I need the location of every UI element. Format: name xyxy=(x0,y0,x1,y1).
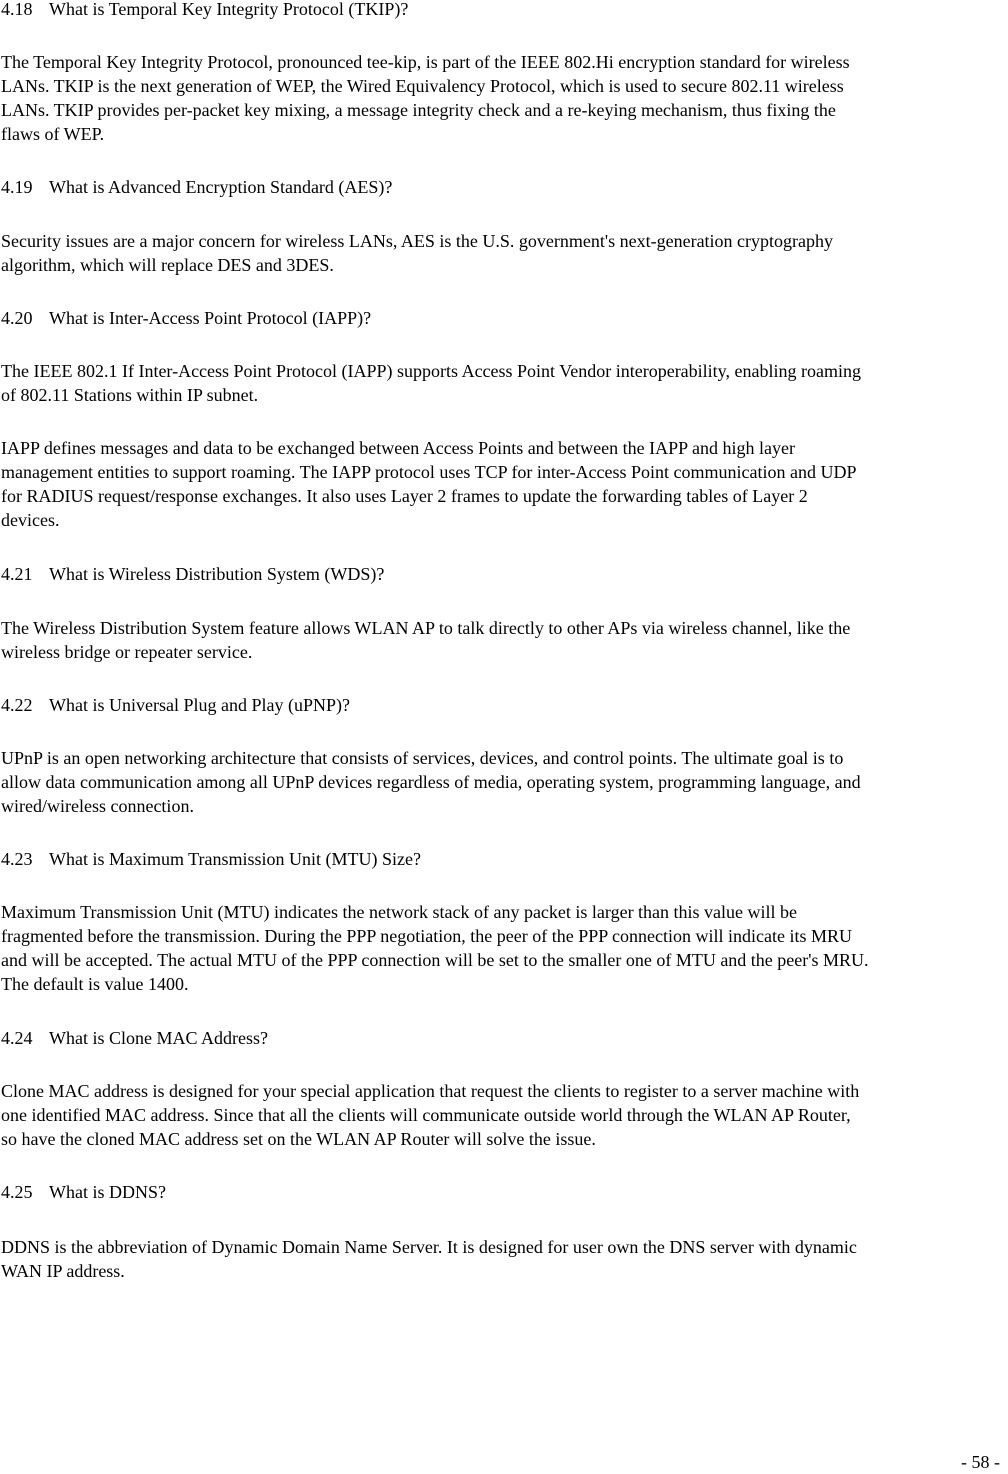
section-title: What is Advanced Encryption Standard (AES)? xyxy=(49,177,393,197)
text-line: The Temporal Key Integrity Protocol, pronounced tee-kip, is part of the IEEE 802.Hi encryption standard for wireless xyxy=(1,52,850,72)
text-line: Clone MAC address is designed for your special application that request the clients to register to a server machine with xyxy=(1,1081,860,1101)
section-heading-4-22 xyxy=(1,693,350,717)
section-number: 4.19 xyxy=(1,177,33,197)
text-line: IAPP defines messages and data to be exchanged between Access Points and between the IAPP and high layer xyxy=(1,438,795,458)
text-line: Security issues are a major concern for wireless LANs, AES is the U.S. government's next-generation cryptography xyxy=(1,231,834,251)
section-heading-4-20 xyxy=(1,306,371,330)
text-line: The Wireless Distribution System feature allows WLAN AP to talk directly to other APs via wireless channel, like the xyxy=(1,618,851,638)
section-title: What is Maximum Transmission Unit (MTU) Size? xyxy=(49,849,421,869)
section-heading-4-25 xyxy=(1,1180,166,1204)
paragraph-iapp-intro xyxy=(1,359,1001,407)
paragraph-iapp-details xyxy=(1,436,1001,532)
text-line: for RADIUS request/response exchanges. It also uses Layer 2 frames to update the forwarding tables of Layer 2 xyxy=(1,486,808,506)
section-heading-4-24 xyxy=(1,1026,268,1050)
text-line: Maximum Transmission Unit (MTU) indicates the network stack of any packet is larger than this value will be xyxy=(1,902,798,922)
section-heading-4-18 xyxy=(1,0,408,21)
section-heading-4-21 xyxy=(1,562,384,586)
text-line: flaws of WEP. xyxy=(1,124,105,144)
section-title: What is Temporal Key Integrity Protocol (TKIP)? xyxy=(49,0,409,19)
text-line: wired/wireless connection. xyxy=(1,796,194,816)
text-line: wireless bridge or repeater service. xyxy=(1,642,253,662)
section-title: What is Inter-Access Point Protocol (IAPP)? xyxy=(49,308,372,328)
paragraph-wds xyxy=(1,616,1001,664)
text-line: DDNS is the abbreviation of Dynamic Domain Name Server. It is designed for user own the DNS server with dynamic xyxy=(1,1237,857,1257)
text-line: LANs. TKIP is the next generation of WEP, the Wired Equivalency Protocol, which is used to secure 802.11 wireless xyxy=(1,76,844,96)
text-line: and will be accepted. The actual MTU of the PPP connection will be set to the smaller one of MTU and the peer's MRU. xyxy=(1,950,869,970)
text-line: allow data communication among all UPnP devices regardless of media, operating system, programming language, and xyxy=(1,772,861,792)
section-heading-4-23 xyxy=(1,847,421,871)
section-number: 4.20 xyxy=(1,308,33,328)
section-heading-4-19 xyxy=(1,175,392,199)
paragraph-tkip xyxy=(1,50,1001,146)
paragraph-upnp xyxy=(1,746,1001,818)
page-number: - 58 - xyxy=(961,1452,1000,1472)
section-number: 4.18 xyxy=(1,0,33,19)
section-title: What is Clone MAC Address? xyxy=(49,1028,268,1048)
text-line: algorithm, which will replace DES and 3DES. xyxy=(1,255,334,275)
section-title: What is DDNS? xyxy=(49,1182,166,1202)
text-line: UPnP is an open networking architecture that consists of services, devices, and control points. The ultimate goal is to xyxy=(1,748,844,768)
text-line: WAN IP address. xyxy=(1,1261,125,1281)
text-line: The IEEE 802.1 If Inter-Access Point Protocol (IAPP) supports Access Point Vendor interoperability, enabling roaming xyxy=(1,361,861,381)
text-line: devices. xyxy=(1,510,60,530)
section-number: 4.21 xyxy=(1,564,33,584)
section-number: 4.22 xyxy=(1,695,33,715)
paragraph-ddns xyxy=(1,1235,1001,1283)
text-line: LANs. TKIP provides per-packet key mixing, a message integrity check and a re-keying mechanism, thus fixing the xyxy=(1,100,836,120)
text-line: The default is value 1400. xyxy=(1,974,189,994)
text-line: of 802.11 Stations within IP subnet. xyxy=(1,385,259,405)
section-title: What is Universal Plug and Play (uPNP)? xyxy=(49,695,350,715)
section-number: 4.25 xyxy=(1,1182,33,1202)
text-line: fragmented before the transmission. During the PPP negotiation, the peer of the PPP connection will indicate its MRU xyxy=(1,926,853,946)
paragraph-mtu xyxy=(1,900,1001,996)
paragraph-aes xyxy=(1,229,1001,277)
paragraph-clone-mac xyxy=(1,1079,1001,1151)
text-line: one identified MAC address. Since that all the clients will communicate outside world through the WLAN AP Router, xyxy=(1,1105,851,1125)
section-title: What is Wireless Distribution System (WDS)? xyxy=(49,564,385,584)
text-line: so have the cloned MAC address set on the WLAN AP Router will solve the issue. xyxy=(1,1129,596,1149)
text-line: management entities to support roaming. The IAPP protocol uses TCP for inter-Access Point communication and UDP xyxy=(1,462,857,482)
section-number: 4.24 xyxy=(1,1028,33,1048)
section-number: 4.23 xyxy=(1,849,33,869)
